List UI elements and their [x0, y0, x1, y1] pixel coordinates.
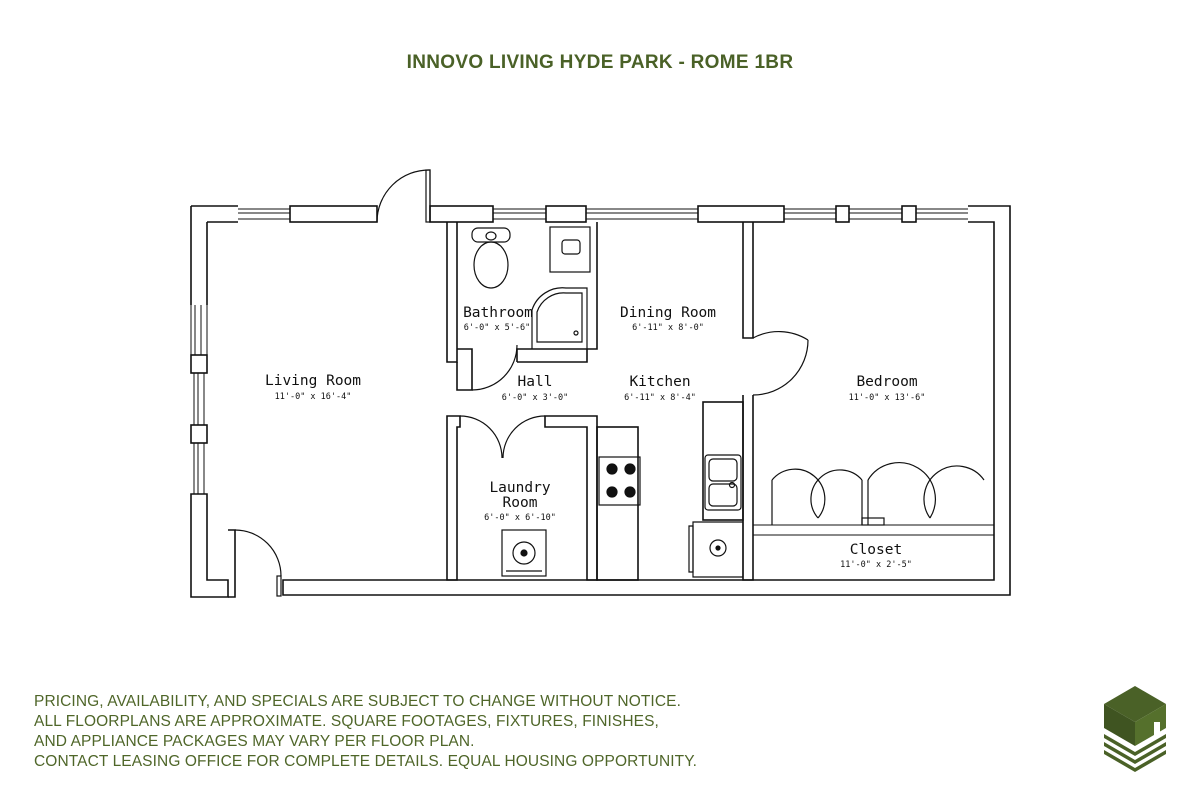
kitchen-label: Kitchen: [629, 374, 691, 390]
hall-label: Hall: [517, 374, 553, 390]
living-room-label: Living Room: [264, 373, 362, 389]
disclaimer-line: ALL FLOORPLANS ARE APPROXIMATE. SQUARE FOOTAGES, FIXTURES, FINISHES,: [34, 713, 659, 730]
legal-disclaimer: [34, 692, 697, 772]
dining-room-label: Dining Room: [619, 305, 717, 321]
kitchen-dims: 6'-11" x 8'-4": [624, 393, 696, 403]
disclaimer-line: AND APPLIANCE PACKAGES MAY VARY PER FLOOR PLAN.: [34, 733, 475, 750]
bathroom-label: Bathroom: [463, 305, 533, 321]
toilet: [472, 228, 510, 288]
closet-label: Closet: [849, 542, 903, 558]
stove: [599, 457, 640, 505]
laundry-room-label-line2: Room: [502, 495, 538, 511]
dishwasher: [689, 522, 743, 577]
stacked-cube-logo-icon: [1102, 684, 1168, 774]
floorplan-title: INNOVO LIVING HYDE PARK - ROME 1BR: [406, 52, 794, 73]
sink-vanity: [550, 227, 590, 272]
kitchen-sink: [705, 455, 741, 510]
hall-dims: 6'-0" x 3'-0": [501, 393, 569, 403]
bedroom-label: Bedroom: [856, 374, 918, 390]
laundry-room-label-line1: Laundry: [489, 480, 551, 496]
washer: [502, 530, 546, 576]
disclaimer-line: CONTACT LEASING OFFICE FOR COMPLETE DETAILS. EQUAL HOUSING OPPORTUNITY.: [34, 753, 698, 770]
dining-room-dims: 6'-11" x 8'-0": [632, 323, 704, 333]
room-labels: [265, 305, 925, 570]
closet-dims: 11'-0" x 2'-5": [840, 560, 912, 570]
shower: [532, 288, 587, 349]
living-room-dims: 11'-0" x 16'-4": [274, 392, 352, 402]
bedroom-dims: 11'-0" x 13'-6": [848, 393, 926, 403]
disclaimer-line: PRICING, AVAILABILITY, AND SPECIALS ARE SUBJECT TO CHANGE WITHOUT NOTICE.: [34, 693, 681, 710]
bathroom-dims: 6'-0" x 5'-6": [463, 323, 531, 333]
laundry-room-dims: 6'-0" x 6'-10": [484, 513, 556, 523]
